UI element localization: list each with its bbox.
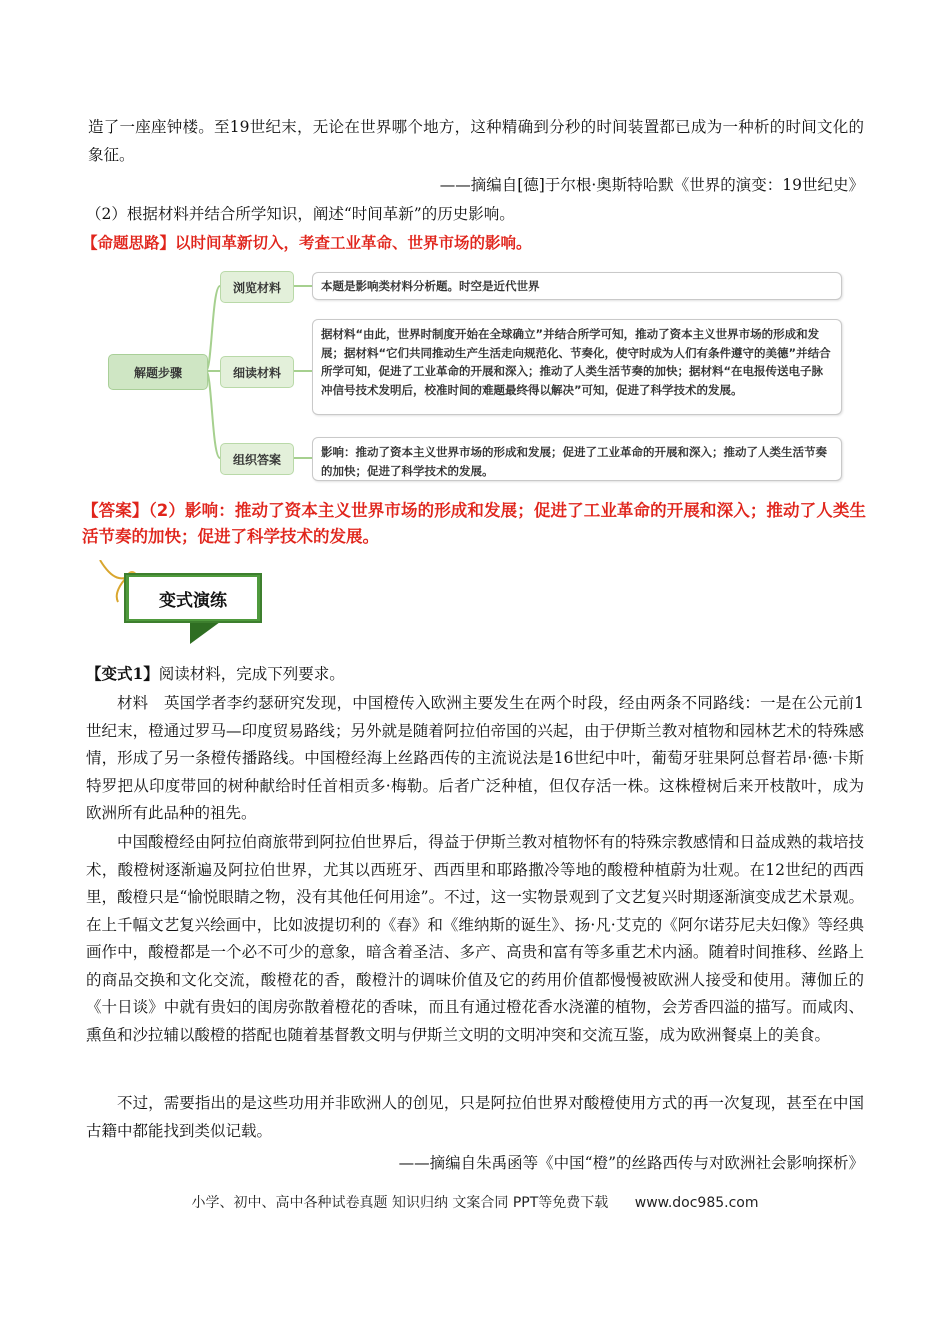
mindmap-root: 解题步骤 [108,354,208,390]
answer-text: 【答案】（2）影响：推动了资本主义世界市场的形成和发展；促进了工业革命的开展和深入；推动了人类生活节奏的加快；促进了科学技术的发展。 [82,501,866,546]
footer-text: 小学、初中、高中各种试卷真题 知识归纳 文案合同 PPT等免费下载 [191,1195,609,1211]
question-text: （2）根据材料并结合所学知识，阐述“时间革新”的历史影响。 [86,205,515,223]
variant-paragraph-2: 中国酸橙经由阿拉伯商旅带到阿拉伯世界后，得益于伊斯兰教对植物怀有的特殊宗教感情和日益成熟的栽培技术，酸橙树逐渐遍及阿拉伯世界，尤其以西班牙、西西里和耶路撒冷等地的酸橙种植蔚为壮观。在12世纪的西西里，酸橙只是“愉悦眼睛之物，没有其他任何用途”。不过，这一实物景观到了文艺复兴时期逐渐演变成艺术景观。在上千幅文艺复兴绘画中，比如波提切利的《春》和《维纳斯的诞生》、扬·凡·艾克的《阿尔诺芬尼夫妇像》等经典画作中，酸橙都是一个必不可少的意象，暗含着圣洁、多产、高贵和富有等多重艺术内涵。随着时间推移、丝路上的商品交换和文化交流，酸橙花的香，酸橙汁的调味价值及它的药用价值都慢慢被欧洲人接受和使用。薄伽丘的《十日谈》中就有贵妇的闺房弥散着橙花的香味，而且有通过橙花香水浇灌的植物，会芳香四溢的描写。而咸肉、熏鱼和沙拉辅以酸橙的搭配也随着基督教文明与伊斯兰文明的文明冲突和交流互鉴，成为欧洲餐桌上的美食。 [86,833,864,1044]
variant-paragraph-1: 材料 英国学者李约瑟研究发现，中国橙传入欧洲主要发生在两个时段，经由两条不同路线：一是在公元前1世纪末，橙通过罗马—印度贸易路线；另外就是随着阿拉伯帝国的兴起，由于伊斯兰教对植物和园林艺术的特殊感情，形成了另一条橙传播路线。中国橙经海上丝路西传的主流说法是16世纪中叶，葡萄牙驻果阿总督若昂·德·卡斯特罗把从印度带回的树种献给时任首相贡多·梅勒。后者广泛种植，但仅存活一株。这株橙树后来开枝散叶，成为欧洲所有此品种的祖先。 [86,694,864,822]
variant-source: ——摘编自朱禹函等《中国“橙”的丝路西传与对欧洲社会影响探析》 [398,1154,864,1172]
mindmap-step-read: 细读材料 [220,356,294,388]
variant-paragraph-3: 不过，需要指出的是这些功用并非欧洲人的创见，只是阿拉伯世界对酸橙使用方式的再一次复现，甚至在中国古籍中都能找到类似记载。 [86,1094,864,1140]
mindmap-content-browse: 本题是影响类材料分析题。时空是近代世界 [312,272,842,300]
mindmap-content-read: 据材料“由此，世界时制度开始在全球确立”并结合所学可知，推动了资本主义世界市场的形成和发展；据材料“它们共同推动生产生活走向规范化、节奏化，使守时成为人们有条件遵守的美德”并结合所学可知，促进了工业革命的开展和深入；推动了人类生活节奏的加快；据材料“在电报传送电子脉冲信号技术发明后，校准时间的难题最终得以解决”可知，促进了科学技术的发展。 [312,319,842,415]
intro-paragraph: 造了一座座钟楼。至19世纪末，无论在世界哪个地方，这种精确到分秒的时间装置都已成为一种析的时间文化的象征。 [88,118,864,164]
variant-prompt: 阅读材料，完成下列要求。 [158,665,345,683]
variant-tag: 【变式1】 [86,664,159,683]
banner-title: 变式演练 [129,577,257,619]
footer-url[interactable]: www.doc985.com [634,1195,759,1211]
thinking-heading: 【命题思路】以时间革新切入，考查工业革命、世界市场的影响。 [82,234,532,252]
mindmap-connectors [0,0,950,500]
banner-variant-practice [124,573,262,623]
mindmap-content-organize: 影响：推动了资本主义世界市场的形成和发展；促进了工业革命的开展和深入；推动了人类生活节奏的加快；促进了科学技术的发展。 [312,437,842,481]
intro-source: ——摘编自[德]于尔根·奥斯特哈默《世界的演变：19世纪史》 [439,176,864,194]
mindmap-step-organize: 组织答案 [220,443,294,475]
variant-heading [86,660,862,689]
page-footer [0,1192,950,1212]
mindmap-step-browse: 浏览材料 [220,271,294,303]
